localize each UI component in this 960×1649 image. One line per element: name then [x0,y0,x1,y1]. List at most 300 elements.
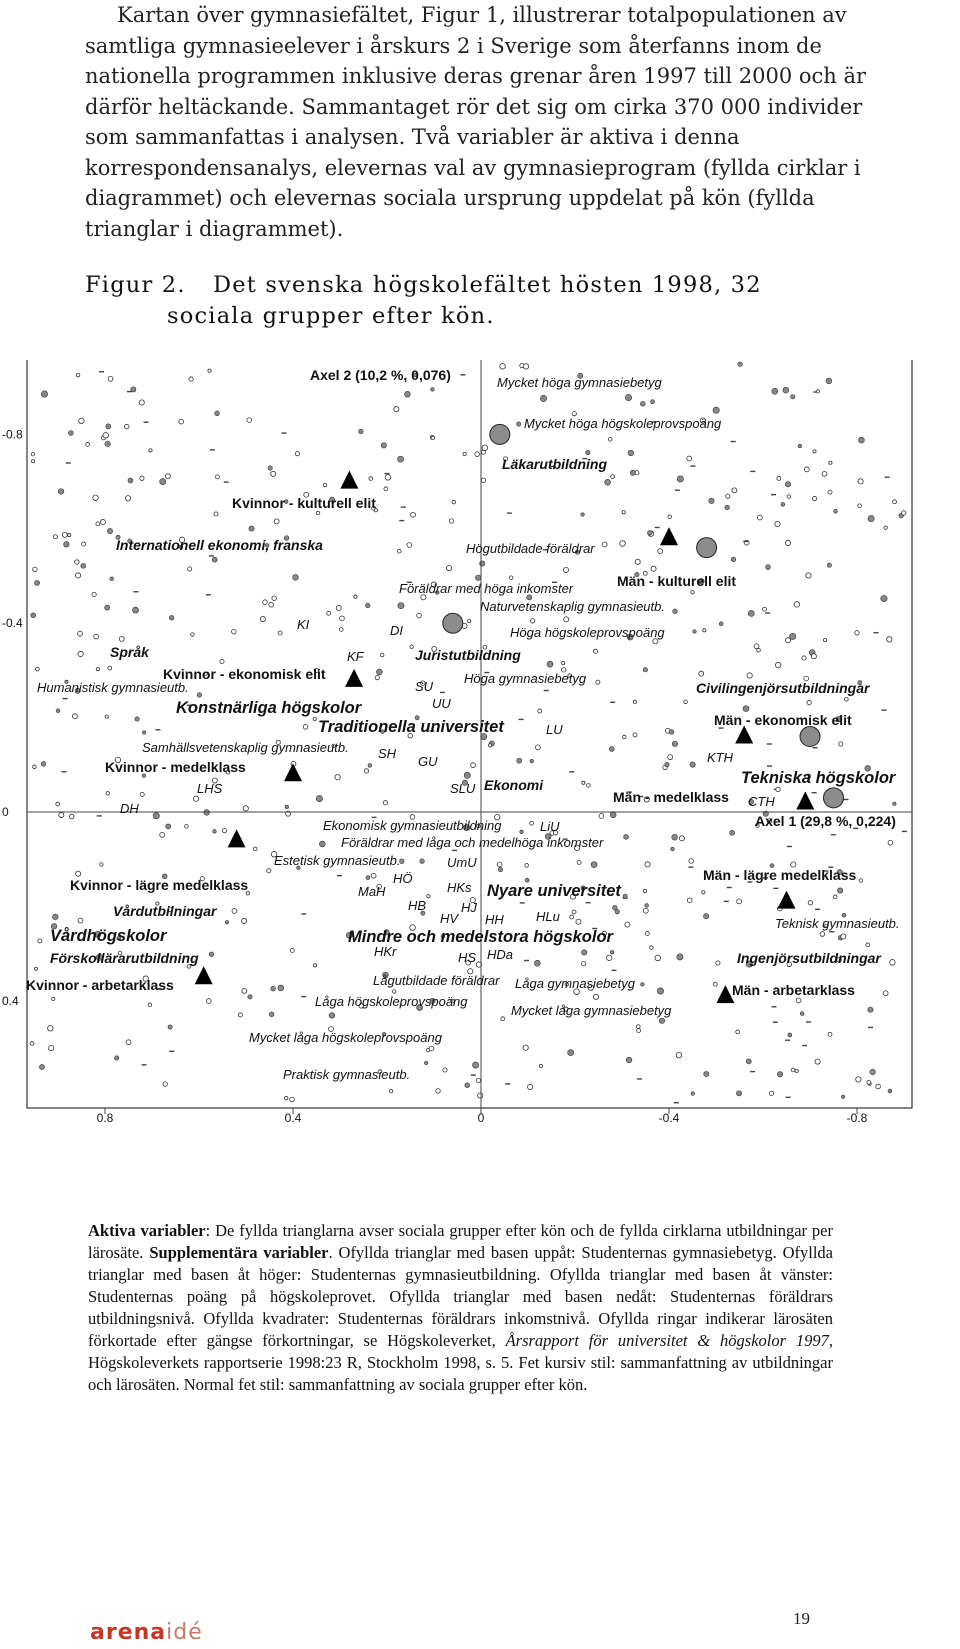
background-point [96,522,100,526]
background-point [544,690,549,691]
background-point [771,1006,776,1007]
background-point [868,1007,873,1012]
chart-label: Axel 1 (29,8 %, 0,224) [755,813,896,829]
background-point [530,821,534,825]
background-point [659,1018,664,1023]
background-point [669,729,674,734]
background-point [831,834,836,835]
background-point [267,869,271,873]
background-point [884,526,887,529]
background-point [777,476,781,480]
background-point [417,613,422,618]
background-point [787,846,792,847]
background-point [528,1084,533,1089]
background-point [249,526,254,531]
chart-label: Civilingenjörsutbildningar [696,680,870,696]
background-point [380,653,384,657]
background-point [823,638,826,641]
background-point [468,620,471,623]
background-point [719,622,723,626]
background-point [785,638,790,643]
background-point [562,662,565,665]
background-point [902,511,906,515]
background-point [420,859,425,864]
background-point [826,378,832,384]
background-point [52,997,55,1000]
background-point [767,765,772,766]
background-point [501,1017,505,1021]
background-point [658,549,663,554]
background-point [41,761,46,766]
institution-circle [697,538,717,558]
background-point [471,763,476,768]
background-point [75,560,79,564]
background-point [105,715,108,718]
background-point [222,829,226,833]
background-point [337,875,342,876]
background-point [523,364,528,369]
background-point [82,542,86,546]
background-point [750,1071,755,1072]
background-point [517,422,521,426]
background-point [465,1083,470,1088]
background-point [278,631,282,635]
background-point [690,465,695,466]
chart-label: HDa [487,947,514,962]
background-point [354,595,357,598]
chart-label: Konstnärliga högskolor [176,699,362,717]
background-point [593,994,598,999]
background-point [791,1068,795,1072]
background-point [637,1078,642,1079]
background-point [893,500,897,504]
background-point [655,955,661,961]
background-point [269,1012,274,1017]
background-point [777,1072,782,1077]
background-point [845,697,849,701]
background-point [643,889,646,892]
background-point [570,915,574,919]
background-point [166,824,171,829]
background-point [32,460,35,463]
background-point [609,747,614,752]
background-point [93,495,99,501]
background-point [340,616,345,621]
chart-label: Höga högskoleprovspoäng [510,625,665,640]
background-point [668,755,673,760]
background-point [105,605,110,610]
background-point [215,475,219,479]
background-point [69,814,74,819]
chart-label: SLU [450,781,476,796]
chart-label: LHS [197,781,223,796]
background-point [243,806,248,811]
background-point [856,1077,861,1082]
background-point [623,735,626,738]
background-point [569,771,574,772]
chart-label: CTH [748,794,775,809]
background-point [635,559,640,564]
y-tick-label: 0.4 [2,993,19,1008]
background-point [411,512,416,517]
background-point [785,540,790,545]
background-point [520,902,525,903]
background-point [63,698,68,699]
background-point [58,489,64,495]
background-point [193,796,198,801]
background-point [78,651,83,656]
caption-ref-title: Årsrapport för universitet & högskolor 1997 [505,1331,829,1350]
background-point [668,515,672,519]
background-point [449,519,453,523]
background-point [364,769,368,773]
background-point [48,1025,54,1031]
background-point [335,775,340,780]
background-point [163,1082,167,1086]
background-point [625,394,631,400]
background-point [787,495,791,499]
background-point [757,648,761,652]
chart-label: HS [458,950,477,965]
background-point [424,1061,428,1065]
background-point [535,745,540,750]
background-point [169,1051,174,1052]
chart-label: Män - kulturell elit [617,573,737,589]
background-point [605,479,611,485]
background-point [582,781,585,784]
background-point [703,629,706,632]
institution-circle [800,726,820,746]
background-point [610,951,614,955]
background-point [786,1097,791,1098]
background-point [481,478,485,482]
background-point [625,922,630,927]
chart-label: Språk [110,644,149,660]
background-point [248,995,252,999]
page-number: 19 [793,1609,810,1628]
caption-supp-label: Supplementära variabler [149,1243,329,1262]
figure-number: Figur 2. [85,272,186,298]
background-point [208,369,211,372]
background-point [142,731,145,734]
chart-label: Lågutbildade föräldrar [373,973,500,988]
chart-label: UmU [447,855,477,870]
background-point [500,364,506,370]
background-point [460,374,465,375]
background-point [645,862,650,867]
background-point [771,494,776,495]
background-point [773,888,778,889]
chart-label: Män - arbetarklass [732,982,855,998]
chart-label: Mycket höga gymnasiebetyg [497,375,662,390]
background-point [699,671,704,676]
chart-label: Humanistisk gymnasieutb. [37,680,189,695]
background-point [106,792,109,795]
background-point [881,709,886,710]
background-point [677,476,683,482]
background-point [165,474,170,479]
background-point [657,988,663,994]
chart-label: Praktisk gymnasieutb. [283,1067,411,1082]
background-point [225,920,229,924]
background-point [763,607,767,611]
background-point [125,496,130,501]
background-point [730,830,735,835]
background-point [381,443,386,448]
background-point [587,784,591,788]
background-point [640,401,645,406]
chart-label: Mycket låga högskoleprovspoäng [249,1030,442,1045]
chart-label: Kvinnor - kulturell elit [232,495,376,511]
background-point [691,1092,694,1095]
background-point [868,515,874,521]
background-point [870,1069,875,1074]
background-point [153,813,159,819]
background-point [713,982,717,986]
background-point [139,400,144,405]
background-point [478,1093,483,1098]
background-point [366,876,370,880]
background-point [68,431,73,436]
background-point [313,717,316,720]
background-point [290,1097,295,1102]
background-point [197,693,202,698]
background-point [772,388,778,394]
background-point [295,452,299,456]
background-point [31,613,36,618]
y-tick-label: 0 [2,805,9,819]
chart-label: Mycket låga gymnasiebetyg [511,1003,672,1018]
background-point [576,919,581,924]
background-point [429,1046,434,1051]
background-point [135,717,139,721]
background-point [563,567,568,572]
background-point [436,1089,441,1094]
background-point [888,1089,892,1093]
chart-label: Ekonomisk gymnasieutbildning [323,818,502,833]
background-point [902,831,907,832]
background-point [628,450,634,456]
figure-caption [88,1220,833,1396]
background-point [724,901,729,902]
caption-supp-text: . Ofyllda trianglar med basen uppåt: Studenternas gymnasiebetyg. Ofyllda trianglar med basen åt höger: Studenternas gymnasieutbildning. Ofyllda trianglar med basen åt vänster: Studenternas poäng på högskoleprovet. Ofyllda trianglar med basen nedåt: Studenternas föräldrars utbildningsnivå. Ofyllda kvadrater: Studenternas föräldrars inkomstnivå. Ofyllda ringar indikerar lärosäten förkortade efter gängse förkortningar, se Högskoleverket, [88,1243,833,1350]
chart-label: MaH [358,884,386,899]
background-point [591,862,597,868]
chart-label: UU [432,696,451,711]
background-point [754,644,759,649]
background-point [33,765,36,768]
background-point [49,1045,54,1050]
chart-label: Naturvetenskaplig gymnasieutb. [480,599,665,614]
chart-label: Juristutbildning [415,647,521,663]
background-point [794,602,799,607]
background-point [812,792,817,793]
background-point [405,391,411,397]
background-point [108,376,113,381]
background-point [726,494,730,498]
background-point [802,656,806,660]
background-point [893,802,897,806]
background-point [610,702,615,703]
institution-circle [824,788,844,808]
background-point [285,805,288,808]
background-point [623,894,627,898]
chart-label: HH [485,912,504,927]
chart-label: Ingenjörsutbildningar [737,950,881,966]
background-point [725,505,730,510]
background-point [410,645,413,648]
chart-label: Teknisk gymnasieutb. [775,916,900,931]
chart-label: Kvinnor - ekonomisk elit [163,666,326,682]
background-point [785,1040,790,1041]
background-point [519,719,524,720]
chart-label: KTH [707,750,733,765]
background-point [140,476,144,480]
background-point [834,509,838,513]
background-point [446,565,451,570]
chart-label: KF [347,649,364,664]
background-point [336,605,341,610]
background-point [369,477,373,481]
chart-label: Låga gymnasiebetyg [515,976,635,991]
background-point [890,960,896,966]
background-point [743,541,748,542]
correspondence-chart [0,360,960,1180]
background-point [807,700,811,704]
background-point [319,841,325,847]
background-point [339,628,343,632]
background-point [811,654,816,659]
background-point [798,444,802,448]
background-point [820,932,825,937]
background-point [530,759,534,763]
background-point [303,725,308,730]
background-point [716,961,720,965]
background-point [56,802,60,806]
background-point [833,895,837,899]
background-point [783,387,789,393]
background-point [689,859,694,864]
background-point [599,814,604,819]
background-point [645,904,649,908]
background-point [482,445,488,451]
background-point [476,1078,480,1082]
background-point [757,515,762,520]
background-point [525,864,529,868]
background-point [464,772,470,778]
background-point [767,743,772,744]
background-point [822,472,827,477]
background-point [407,543,412,548]
y-tick-label: -0.4 [2,616,23,631]
background-point [684,700,688,704]
background-point [206,999,211,1004]
background-point [859,879,862,882]
background-point [885,476,890,477]
background-point [397,456,403,462]
chart-label: SH [378,746,397,761]
background-point [155,729,160,730]
background-point [31,453,34,456]
background-point [828,1032,832,1036]
background-point [688,866,693,867]
background-point [690,762,695,767]
background-point [282,432,287,433]
background-point [488,744,491,747]
background-point [365,603,369,607]
background-point [323,483,327,487]
background-point [41,391,47,397]
background-point [881,595,887,601]
background-point [727,887,732,888]
background-point [626,1057,632,1063]
background-point [594,649,598,653]
background-point [509,576,513,580]
background-point [209,555,214,556]
background-point [622,511,625,514]
background-point [704,914,709,919]
background-point [713,407,719,413]
background-point [867,1080,871,1084]
chart-label: Vårdutbilningar [113,903,217,919]
background-point [815,909,820,910]
background-point [677,954,683,960]
background-point [806,1021,811,1022]
background-point [384,487,388,491]
background-point [674,1102,679,1103]
background-point [220,659,224,663]
background-point [650,946,653,949]
background-point [97,815,102,816]
background-point [866,943,870,947]
background-point [731,441,736,442]
background-point [64,542,70,548]
background-point [679,836,684,841]
background-point [260,617,265,622]
background-point [189,377,193,381]
background-point [185,825,189,829]
background-point [179,419,184,424]
background-point [581,950,586,955]
chart-label: Vårdhögskolor [50,927,167,945]
background-point [210,449,215,450]
background-point [224,481,229,482]
background-point [781,502,785,506]
background-point [766,565,771,570]
background-point [804,467,809,472]
background-point [611,475,615,479]
background-point [293,575,299,581]
chart-label: Kvinnor - arbetarklass [26,977,174,993]
background-point [81,563,86,568]
background-point [53,535,57,539]
background-point [829,461,832,464]
background-point [672,741,677,746]
background-point [313,964,316,967]
background-point [534,960,540,966]
background-point [191,633,195,637]
background-point [687,456,692,461]
chart-label: DI [390,623,403,638]
background-point [99,371,104,372]
chart-label: HLu [536,909,560,924]
background-point [581,961,586,966]
caption-ref-text: , Högskoleverkets rapportserie 1998:23 R, Stockholm 1998, s. 5. Fet kursiv stil: sammanfattning av utbildningar och lärosäten. Normal fet stil: sammanfattning av sociala grupper efter kön. [88,1331,833,1394]
background-point [887,637,892,642]
background-point [813,747,818,748]
background-point [577,860,581,864]
background-point [290,948,294,952]
